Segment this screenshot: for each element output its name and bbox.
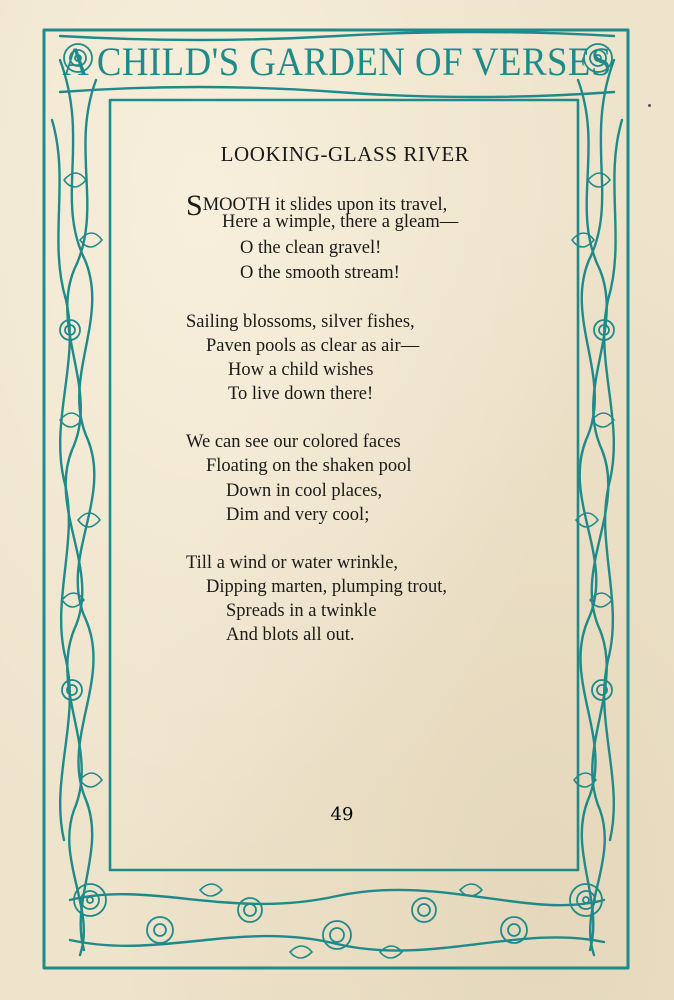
poem-title: LOOKING-GLASS RIVER [220,142,470,166]
poem-line: O the smooth stream! [240,263,400,283]
poem-line: Dipping marten, plumping trout, [206,577,447,597]
book-title: A CHILD'S GARDEN OF VERSES [62,39,612,84]
poem-line: Sailing blossoms, silver fishes, [186,312,415,332]
poem-line: How a child wishes [228,360,374,380]
poem-line: Paven pools as clear as air— [206,336,420,356]
poem-line: O the clean gravel! [240,238,382,258]
poem-line: Spreads in a twinkle [226,601,377,621]
page-number: 49 [330,804,354,825]
poem-line: Here a wimple, there a gleam— [222,212,459,232]
poem-line: And blots all out. [226,625,355,645]
poem-line: Dim and very cool; [226,505,370,525]
poem-line: Till a wind or water wrinkle, [186,553,399,573]
poem-line: Floating on the shaken pool [206,456,412,476]
drop-cap: S [186,189,203,222]
poem-line: We can see our colored faces [186,432,401,452]
poem-line: To live down there! [228,384,374,404]
poem-line: Down in cool places, [226,481,383,501]
poem-line: SMOOTH it slides upon its travel, [186,189,448,222]
